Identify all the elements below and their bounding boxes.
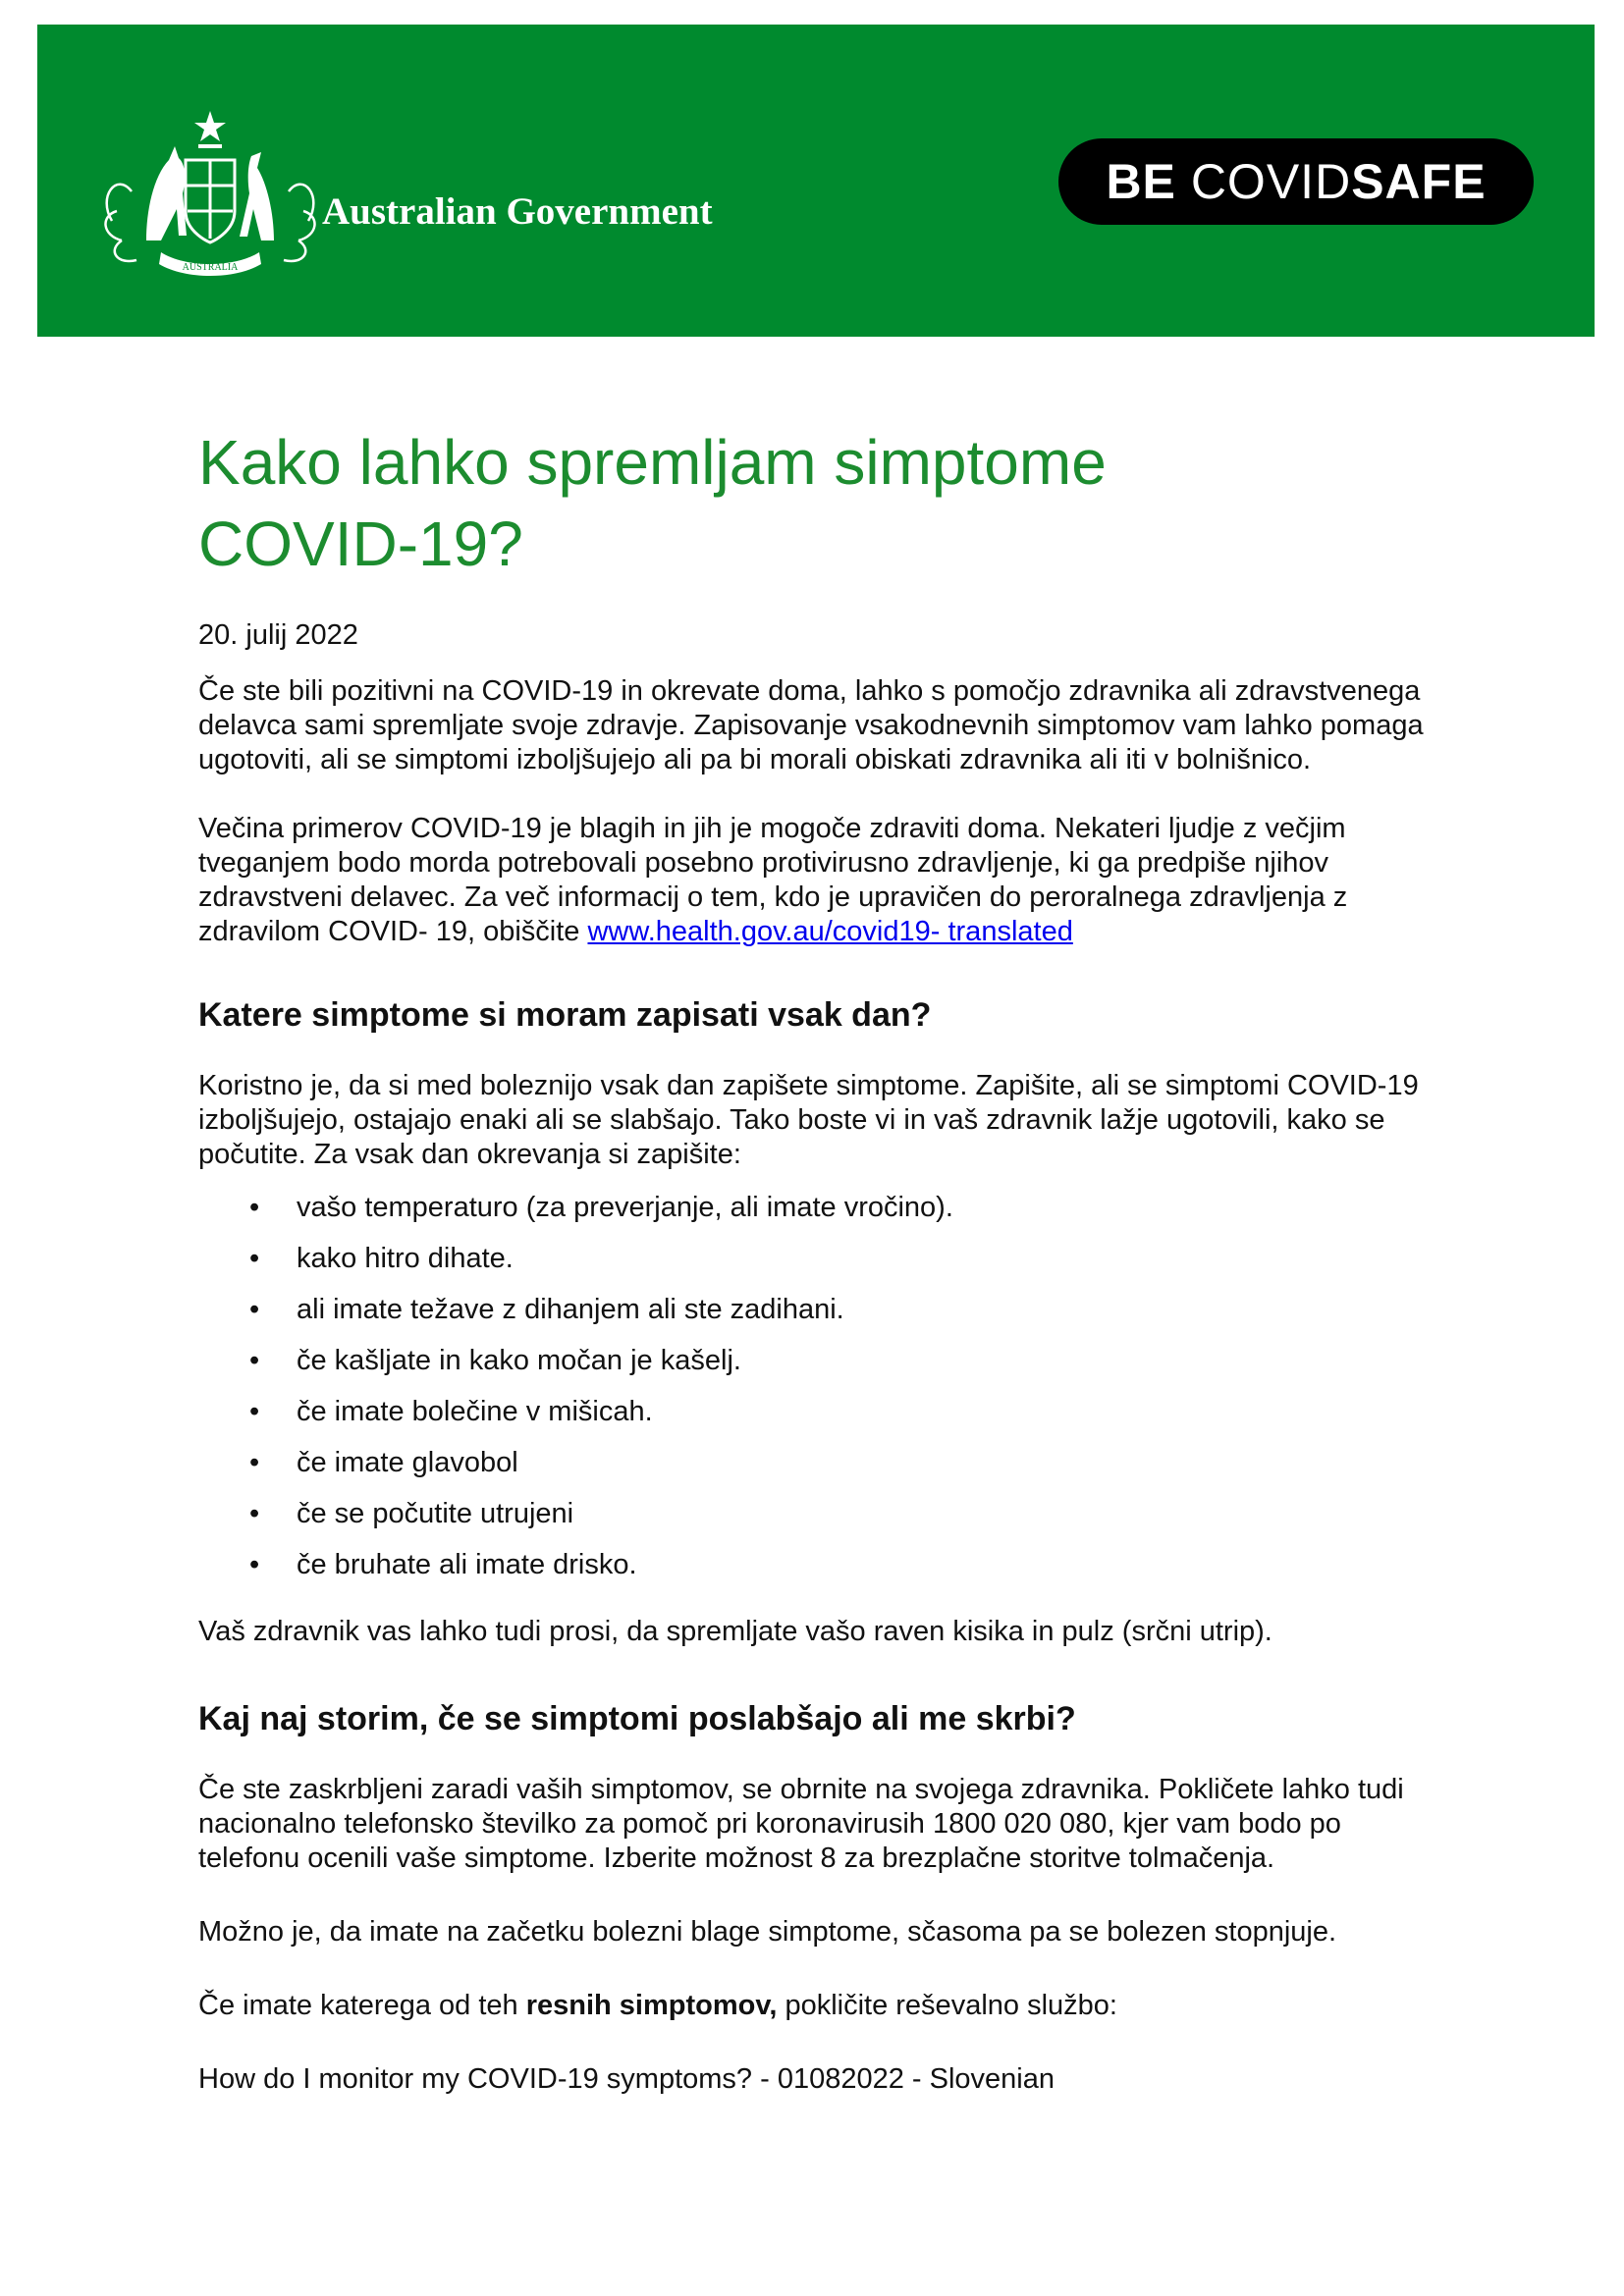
bullet-icon: • <box>249 1396 260 1427</box>
page-title <box>198 422 1435 585</box>
list-item <box>198 1335 1435 1386</box>
campaign-covid: COVID <box>1190 154 1352 209</box>
government-name: Australian Government <box>322 190 713 233</box>
section-heading-worse-symptoms: Kaj naj storim, če se simptomi poslabšajo ali me skrbi? <box>198 1700 1076 1737</box>
list-item <box>198 1233 1435 1284</box>
bullet-icon: • <box>249 1192 260 1223</box>
health-gov-link[interactable]: www.health.gov.au/covid19- translated <box>587 916 1073 947</box>
bullet-icon: • <box>249 1345 260 1376</box>
title-line-1: Kako lahko spremljam simptome <box>198 427 1107 498</box>
treatment-paragraph <box>198 812 1435 949</box>
list-item <box>198 1488 1435 1539</box>
symptom-text: če imate bolečine v mišicah. <box>297 1396 653 1427</box>
title-line-2: COVID-19? <box>198 508 523 579</box>
ambulance-paragraph <box>198 1989 1435 2023</box>
symptom-text: kako hitro dihate. <box>297 1243 514 1274</box>
ambulance-text-before: Če imate katerega od teh <box>198 1990 526 2021</box>
symptom-text: ali imate težave z dihanjem ali ste zadihani. <box>297 1294 844 1325</box>
document-body <box>198 422 1435 2097</box>
campaign-safe: SAFE <box>1351 154 1487 209</box>
symptom-text: če bruhate ali imate drisko. <box>297 1549 637 1580</box>
symptom-text: vašo temperaturo (za preverjanje, ali imate vročino). <box>297 1192 953 1223</box>
campaign-be: BE <box>1106 154 1176 209</box>
daily-symptoms-paragraph: Koristno je, da si med boleznijo vsak dan zapišete simptome. Zapišite, ali se simptomi COVID-19 izboljšujejo, ostajajo enaki ali se slabšajo. Tako boste vi in vaš zdravnik lažje ugotovili, kako se počutite. Za vsak dan okrevanja si zapišite: <box>198 1070 1419 1170</box>
symptom-text: če kašljate in kako močan je kašelj. <box>297 1345 741 1376</box>
ambulance-text-after: pokličite reševalno službo: <box>777 1990 1117 2021</box>
list-item <box>198 1386 1435 1437</box>
oxygen-pulse-paragraph: Vaš zdravnik vas lahko tudi prosi, da spremljate vašo raven kisika in pulz (srčni utrip). <box>198 1616 1272 1647</box>
list-item <box>198 1284 1435 1335</box>
symptom-list <box>198 1182 1435 1590</box>
list-item <box>198 1437 1435 1488</box>
svg-text:AUSTRALIA: AUSTRALIA <box>182 262 239 273</box>
symptom-text: če imate glavobol <box>297 1447 518 1478</box>
bullet-icon: • <box>249 1447 260 1478</box>
be-covidsafe-badge <box>1058 138 1534 225</box>
bullet-icon: • <box>249 1243 260 1274</box>
bullet-icon: • <box>249 1498 260 1529</box>
publication-date: 20. julij 2022 <box>198 619 358 651</box>
list-item <box>198 1539 1435 1590</box>
progression-paragraph: Možno je, da imate na začetku bolezni blage simptome, sčasoma pa se bolezen stopnjuje. <box>198 1916 1337 1948</box>
symptom-text: če se počutite utrujeni <box>297 1498 574 1529</box>
document-footer: How do I monitor my COVID-19 symptoms? - 01082022 - Slovenian <box>198 2063 1055 2095</box>
header-banner <box>37 25 1595 337</box>
contact-doctor-paragraph: Če ste zaskrbljeni zaradi vaših simptomov, se obrnite na svojega zdravnika. Pokličete lahko tudi nacionalno telefonsko številko za pomoč pri koronavirusih 1800 020 080, kjer vam bodo po telefonu ocenili vaše simptome. Izberite možnost 8 za brezplačne storitve tolmačenja. <box>198 1774 1404 1874</box>
bullet-icon: • <box>249 1294 260 1325</box>
section-heading-daily-symptoms: Katere simptome si moram zapisati vsak dan? <box>198 996 932 1034</box>
bullet-icon: • <box>249 1549 260 1580</box>
intro-paragraph: Če ste bili pozitivni na COVID-19 in okrevate doma, lahko s pomočjo zdravnika ali zdravstvenega delavca sami spremljate svoje zdravje. Zapisovanje vsakodnevnih simptomov vam lahko pomaga ugotoviti, ali se simptomi izboljšujejo ali pa bi morali obiskati zdravnika ali iti v bolnišnico. <box>198 675 1424 775</box>
treatment-text: Večina primerov COVID-19 je blagih in jih je mogoče zdraviti doma. Nekateri ljudje z večjim tveganjem bodo morda potrebovali posebno protivirusno zdravljenje, ki ga predpiše njihov zdravstveni delavec. Za več informacij o tem, kdo je upravičen do peroralnega zdravljenja z zdravilom COVID- 19, obiščite <box>198 813 1348 947</box>
coat-of-arms-logo <box>92 103 328 290</box>
list-item <box>198 1182 1435 1233</box>
serious-symptoms-emphasis: resnih simptomov, <box>525 1990 778 2021</box>
